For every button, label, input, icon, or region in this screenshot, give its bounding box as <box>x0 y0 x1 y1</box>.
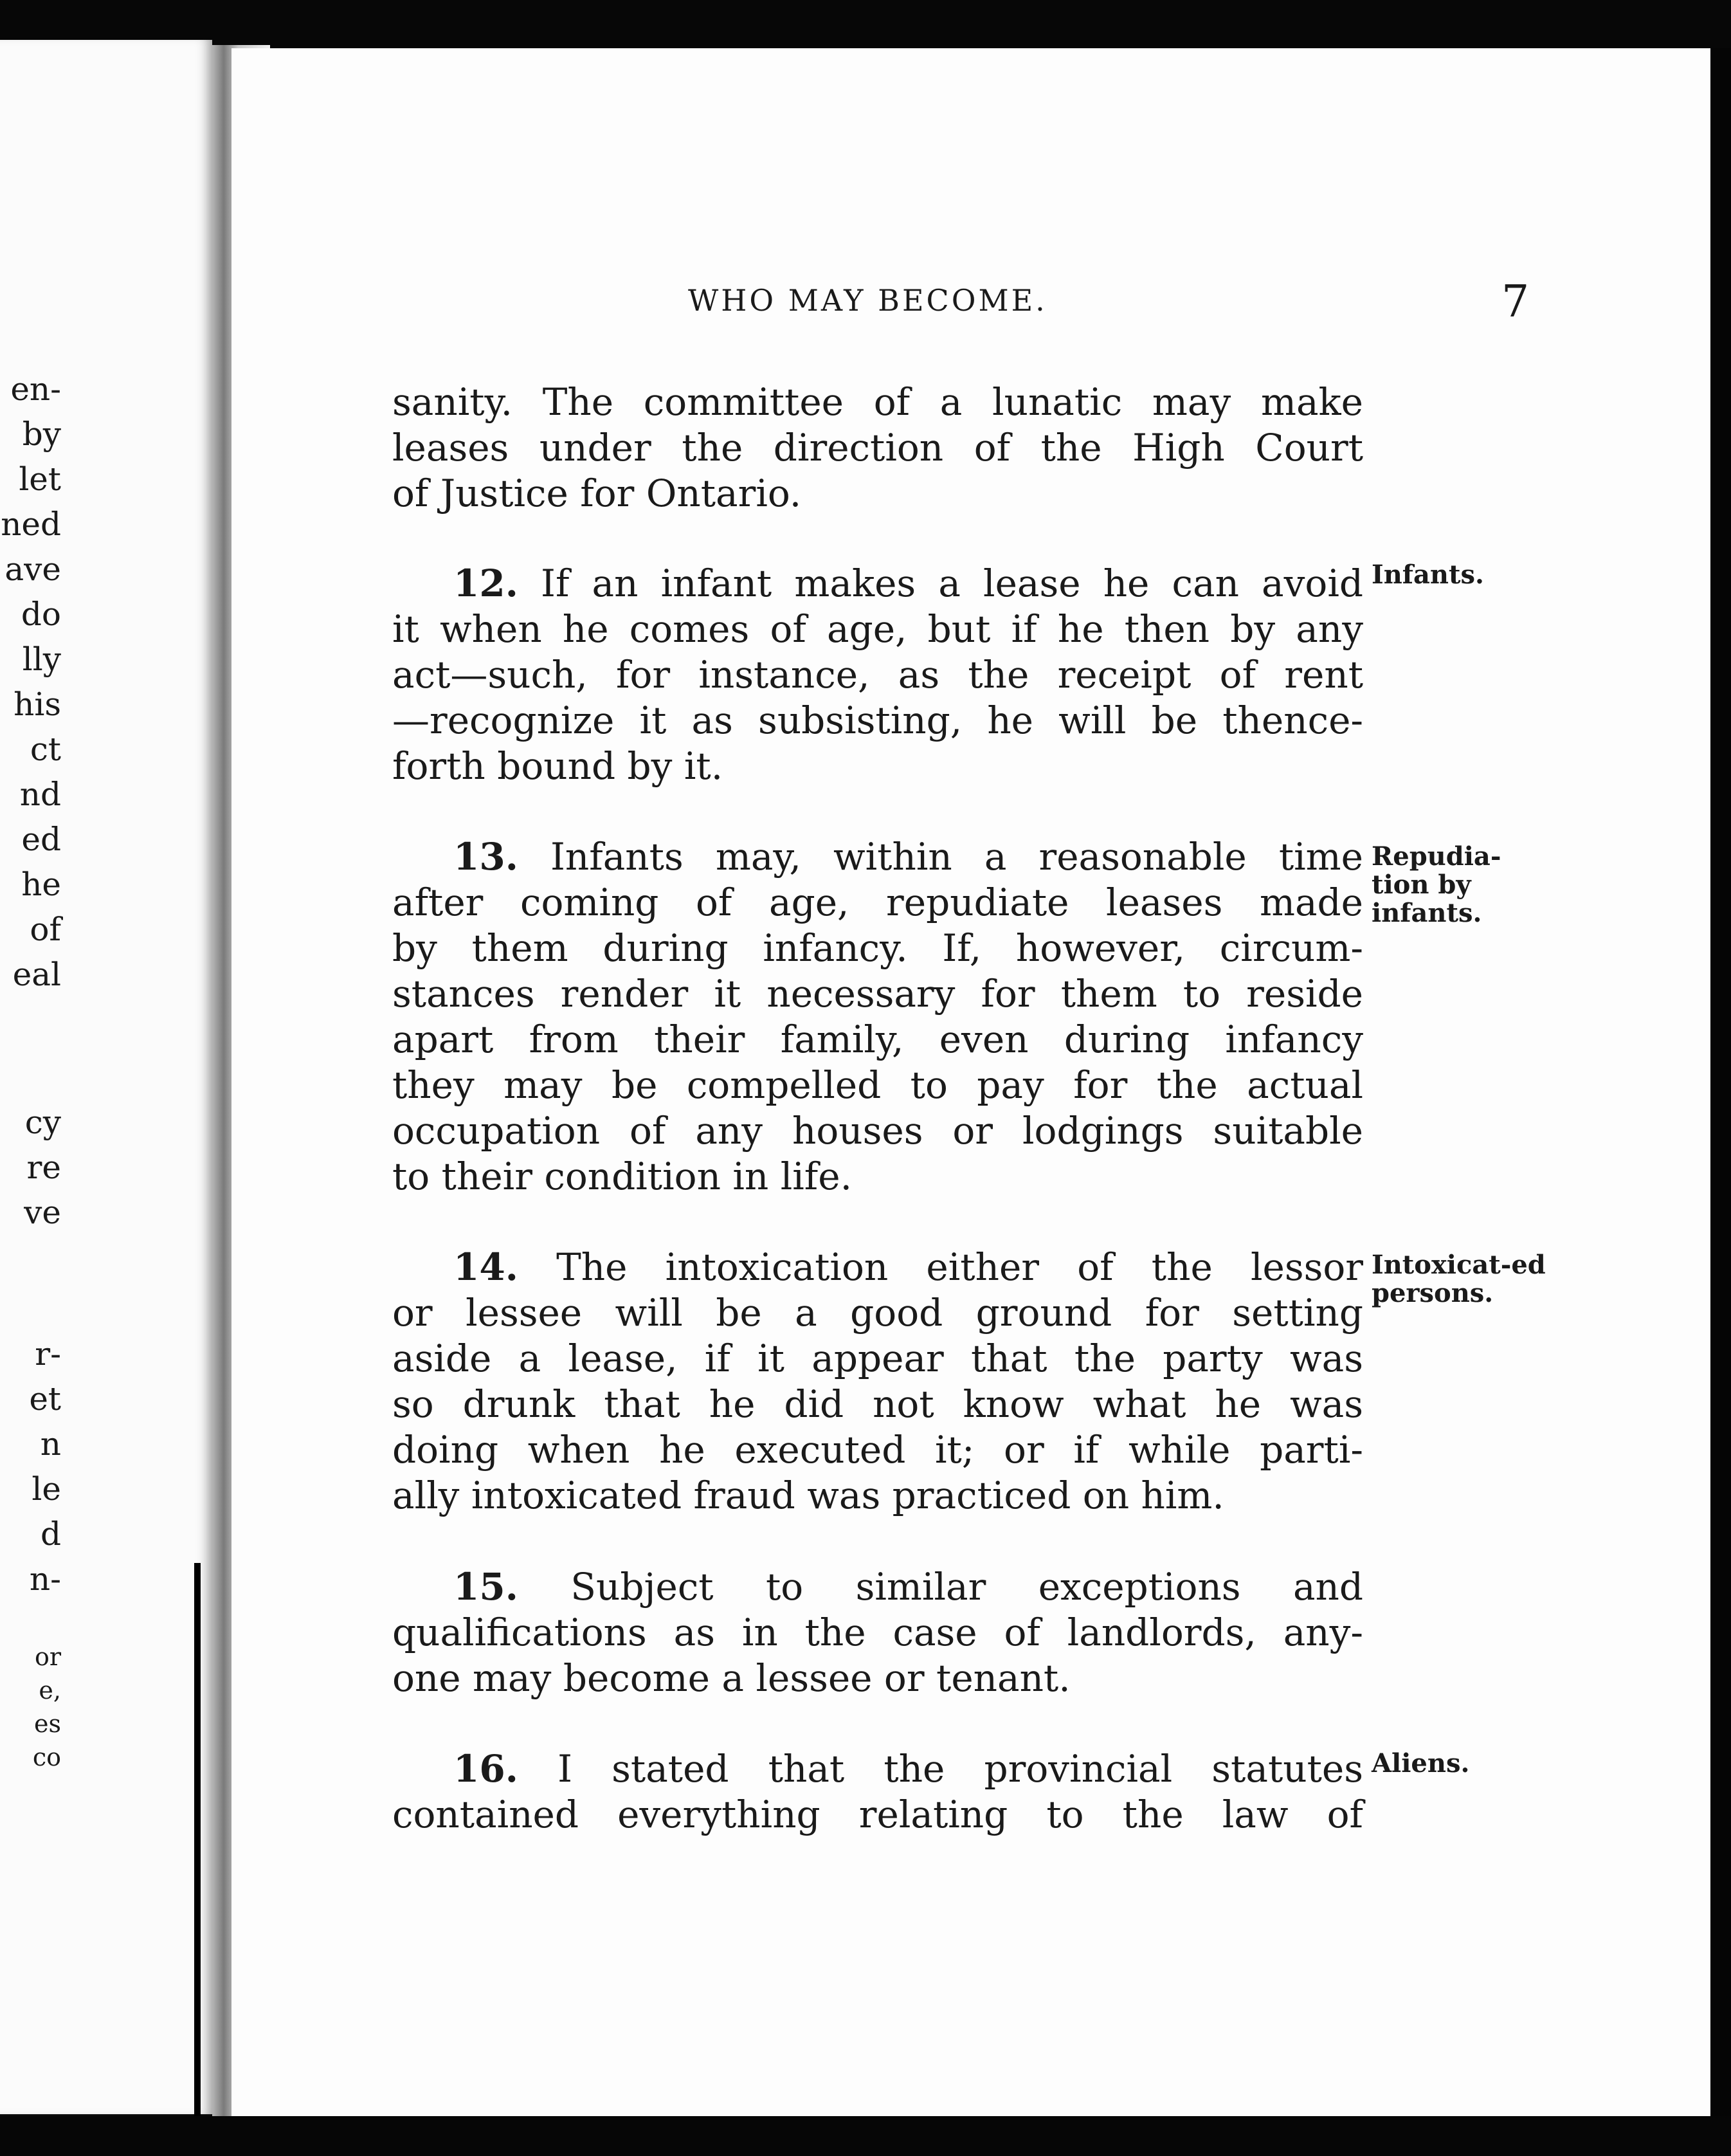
text-line-body: Subject to similar exceptions and <box>570 1565 1364 1609</box>
text-line: apart from their family, even during infancy <box>392 1018 1363 1061</box>
text-line <box>392 561 1363 607</box>
text-line: by them during infancy. If, however, circum- <box>392 926 1363 970</box>
text-line: stances render it necessary for them to reside <box>392 972 1363 1016</box>
text-line: to their condition in life. <box>392 1155 853 1198</box>
running-head: WHO MAY BECOME. <box>688 283 1047 318</box>
section-16 <box>392 1746 1363 1838</box>
text-line <box>392 1245 1363 1290</box>
margin-note: Aliens. <box>1372 1748 1470 1778</box>
text-line <box>392 1564 1363 1610</box>
facing-page-fragment: do <box>21 596 61 633</box>
section-15 <box>392 1564 1363 1701</box>
facing-page-fragment: co <box>32 1743 61 1771</box>
text-line: —recognize it as subsisting, he will be thence- <box>392 699 1363 742</box>
facing-page-fragment: n <box>40 1425 61 1463</box>
text-line: act—such, for instance, as the receipt of rent <box>392 653 1363 697</box>
facing-page-fragment: let <box>19 461 61 498</box>
text-line-body: The intoxication either of the lessor <box>556 1245 1364 1289</box>
facing-page-fragment: re <box>26 1149 61 1186</box>
text-line: forth bound by it. <box>392 744 723 788</box>
text-line-body: If an infant makes a lease he can avoid <box>541 562 1364 605</box>
facing-page-fragment: cy <box>24 1104 61 1141</box>
facing-page-fragment: r- <box>35 1335 61 1373</box>
margin-note: Repudia-tion by infants. <box>1372 841 1501 928</box>
margin-note: Infants. <box>1372 560 1484 590</box>
facing-page-fragment: es <box>34 1710 61 1738</box>
page-number: 7 <box>1501 277 1530 327</box>
text-line <box>392 834 1363 880</box>
text-line: occupation of any houses or lodgings suitable <box>392 1109 1363 1153</box>
section-number: 15. <box>453 1565 518 1609</box>
facing-page-fragment: n- <box>29 1560 61 1598</box>
paragraph <box>392 379 1363 516</box>
section-number: 13. <box>453 835 518 879</box>
facing-page-fragment: d <box>40 1515 61 1553</box>
section-13 <box>392 834 1363 1200</box>
text-line: qualifications as in the case of landlords, any- <box>392 1611 1363 1654</box>
facing-page-fragment: lly <box>22 641 61 678</box>
text-line: they may be compelled to pay for the actual <box>392 1063 1363 1107</box>
text-line: contained everything relating to the law of <box>392 1793 1363 1836</box>
text-line: one may become a lessee or tenant. <box>392 1656 1071 1700</box>
margin-note: Intoxicat-ed persons. <box>1372 1250 1546 1308</box>
facing-page-fragment: ed <box>21 821 61 858</box>
facing-page-fragment: of <box>30 911 61 948</box>
text-line: leases under the direction of the High Court <box>392 426 1363 470</box>
section-12 <box>392 561 1363 789</box>
text-line: so drunk that he did not know what he was <box>392 1382 1363 1426</box>
text-line: aside a lease, if it appear that the party was <box>392 1337 1363 1380</box>
facing-page-fragment: his <box>14 686 61 723</box>
text-line <box>392 1746 1363 1792</box>
facing-page-fragment: eal <box>12 956 61 993</box>
facing-page-fragment: ave <box>5 551 61 588</box>
scan-bottom-border <box>0 2116 1731 2156</box>
scan-top-border <box>0 0 1731 51</box>
scan-right-border <box>1710 48 1731 2156</box>
facing-page-fragment: he <box>21 866 61 903</box>
facing-page-fragment: or <box>34 1643 61 1671</box>
facing-page-fragment: et <box>29 1380 61 1418</box>
text-line: or lessee will be a good ground for setting <box>392 1291 1363 1335</box>
facing-page-fragment: nd <box>19 776 61 813</box>
text-line-body: I stated that the provincial statutes <box>557 1747 1363 1791</box>
facing-page-fragment: ned <box>1 506 61 543</box>
gutter-edge-line <box>194 1563 201 2116</box>
facing-page-fragment: ct <box>30 731 61 768</box>
facing-page-fragment: en- <box>10 370 61 408</box>
facing-page-fragment: le <box>32 1470 61 1508</box>
text-line: doing when he executed it; or if while parti- <box>392 1428 1363 1472</box>
facing-page-fragment: e, <box>39 1676 61 1704</box>
text-line: of Justice for Ontario. <box>392 471 802 515</box>
facing-page <box>0 40 212 2114</box>
text-line: after coming of age, repudiate leases made <box>392 881 1363 924</box>
section-number: 16. <box>453 1747 518 1791</box>
text-line: it when he comes of age, but if he then by any <box>392 607 1363 651</box>
facing-page-fragment: by <box>22 416 61 453</box>
section-number: 12. <box>453 562 518 605</box>
section-number: 14. <box>453 1245 518 1289</box>
section-14 <box>392 1245 1363 1519</box>
text-line-body: Infants may, within a reasonable time <box>550 835 1363 879</box>
text-line: ally intoxicated fraud was practiced on him. <box>392 1474 1224 1517</box>
text-line: sanity. The committee of a lunatic may make <box>392 380 1363 424</box>
facing-page-fragment: ve <box>24 1194 61 1231</box>
